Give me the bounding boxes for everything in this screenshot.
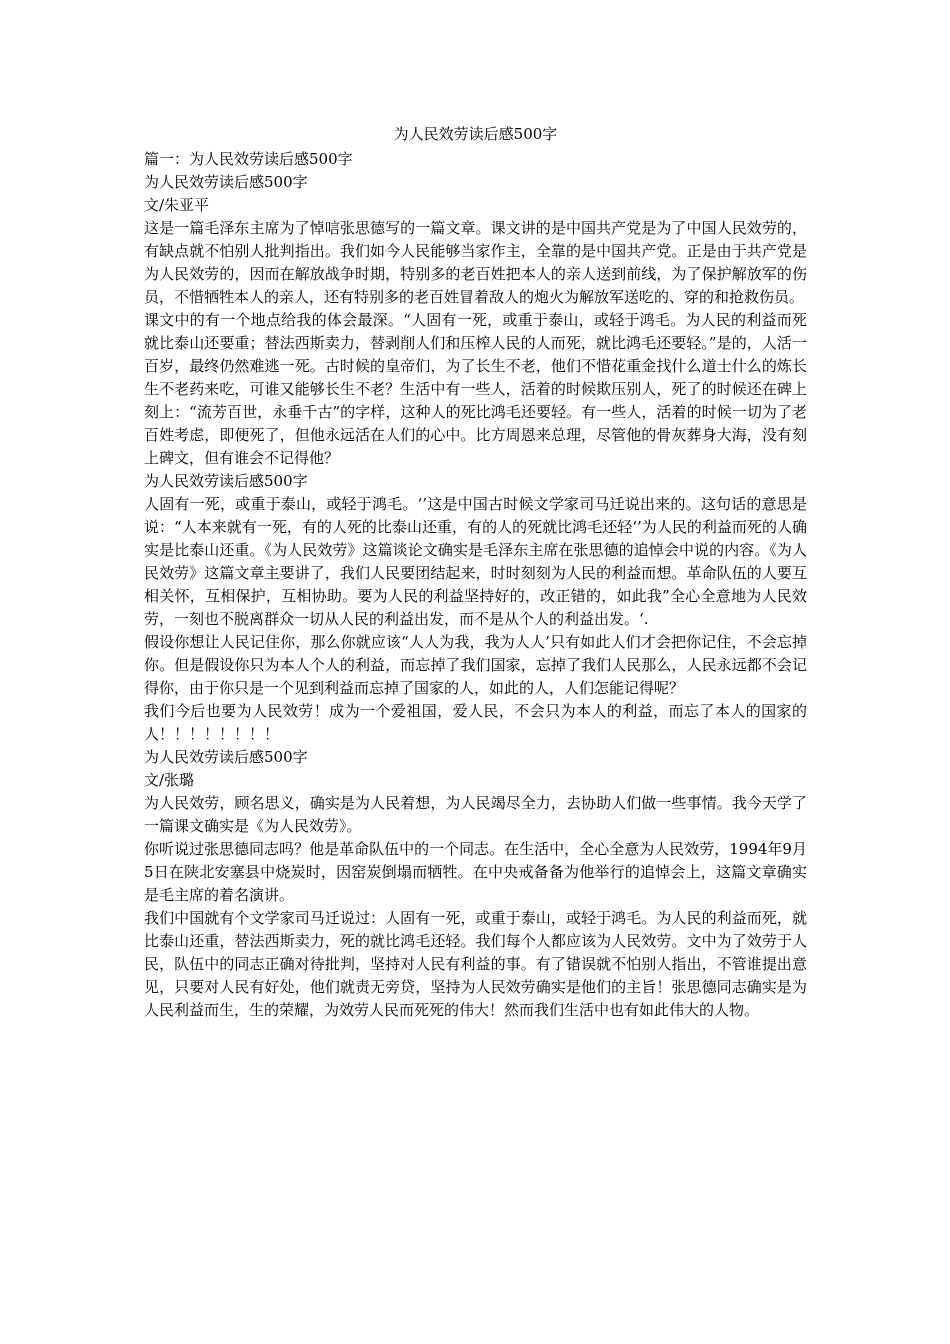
paragraph-7: 人固有一死，或重于泰山，或轻于鸿毛。‘’这是中国古时候文学家司马迁说出来的。这句话的意思是说：“人本来就有一死，有的人死的比泰山还重，有的人的死就比鸿毛还轻‘’为人民的利益而死的人确实是比泰山还重。《为人民效劳》这篇谈论文确实是毛泽东主席在张思德的追悼会中说的内容。《为人民效劳》这篇文章主要讲了，我们人民要团结起来，时时刻刻为人民的利益而想。革命队伍的人要互相关怀，互相保护，互相协助。要为人民的利益坚持好的，改正错的，如此我”全心全意地为人民效劳，一刻也不脱离群众一切从人民的利益出发，而不是从个人的利益出发。‘. [144, 495, 807, 628]
document-page [144, 124, 807, 1022]
document-title: 为人民效劳读后感500字 [393, 125, 558, 143]
paragraph-1: 篇一：为人民效劳读后感500字 [144, 150, 353, 168]
paragraph-6: 为人民效劳读后感500字 [144, 472, 308, 490]
paragraph-3: 文/朱亚平 [144, 196, 210, 214]
paragraph-11: 文/张璐 [144, 771, 195, 789]
paragraph-8: 假设你想让人民记住你，那么你就应该“人人为我，我为人人’只有如此人们才会把你记住，不会忘掉你。但是假设你只为本人个人的利益，而忘掉了我们国家，忘掉了我们人民那么，人民永远都不会记得你，由于你只是一个见到利益而忘掉了国家的人，如此的人，人们怎能记得呢？ [144, 633, 807, 697]
paragraph-4: 这是一篇毛泽东主席为了悼唁张思德写的一篇文章。课文讲的是中国共产党是为了中国人民效劳的，有缺点就不怕别人批判指出。我们如今人民能够当家作主，全靠的是中国共产党。正是由于共产党是为人民效劳的，因而在解放战争时期，特别多的老百姓把本人的亲人送到前线，为了保护解放军的伤员，不惜牺牲本人的亲人，还有特别多的老百姓冒着敌人的炮火为解放军送吃的、穿的和抢救伤员。 [144, 219, 807, 306]
paragraph-2: 为人民效劳读后感500字 [144, 173, 308, 191]
paragraph-9: 我们今后也要为人民效劳！成为一个爱祖国，爱人民，不会只为本人的利益，而忘了本人的国家的人！！！！！！！！ [144, 702, 807, 743]
paragraph-10: 为人民效劳读后感500字 [144, 748, 308, 766]
paragraph-13: 你听说过张思德同志吗？他是革命队伍中的一个同志。在生活中，全心全意为人民效劳，1994年9月5日在陕北安塞县中烧炭时，因窑炭倒塌而牺牲。在中央戒备备为他举行的追悼会上，这篇文章确实是毛主席的着名演讲。 [144, 840, 807, 904]
paragraph-14: 我们中国就有个文学家司马迁说过：人固有一死，或重于泰山，或轻于鸿毛。为人民的利益而死，就比泰山还重，替法西斯卖力，死的就比鸿毛还轻。我们每个人都应该为人民效劳。文中为了效劳于人民，队伍中的同志正确对待批判，坚持对人民有利益的事。有了错误就不怕别人指出，不管谁提出意见，只要对人民有好处，他们就责无旁贷，坚持为人民效劳确实是他们的主旨！张思德同志确实是为人民利益而生，生的荣耀，为效劳人民而死死的伟大！然而我们生活中也有如此伟大的人物。 [144, 909, 807, 1019]
paragraph-5: 课文中的有一个地点给我的体会最深。“人固有一死，或重于泰山，或轻于鸿毛。为人民的利益而死就比泰山还要重；替法西斯卖力，替剥削人们和压榨人民的人而死，就比鸿毛还要轻。”是的，人活一百岁，最终仍然难逃一死。古时候的皇帝们，为了长生不老，他们不惜花重金找什么道士什么的炼长生不老药来吃，可谁又能够长生不老？生活中有一些人，活着的时候欺压别人，死了的时候还在碑上刻上：“流芳百世，永垂千古”的字样，这种人的死比鸿毛还要轻。有一些人，活着的时候一切为了老百姓考虑，即便死了，但他永远活在人们的心中。比方周恩来总理，尽管他的骨灰葬身大海，没有刻上碑文，但有谁会不记得他？ [144, 311, 807, 467]
paragraph-12: 为人民效劳，顾名思义，确实是为人民着想，为人民竭尽全力，去协助人们做一些事情。我今天学了一篇课文确实是《为人民效劳》。 [144, 794, 807, 835]
